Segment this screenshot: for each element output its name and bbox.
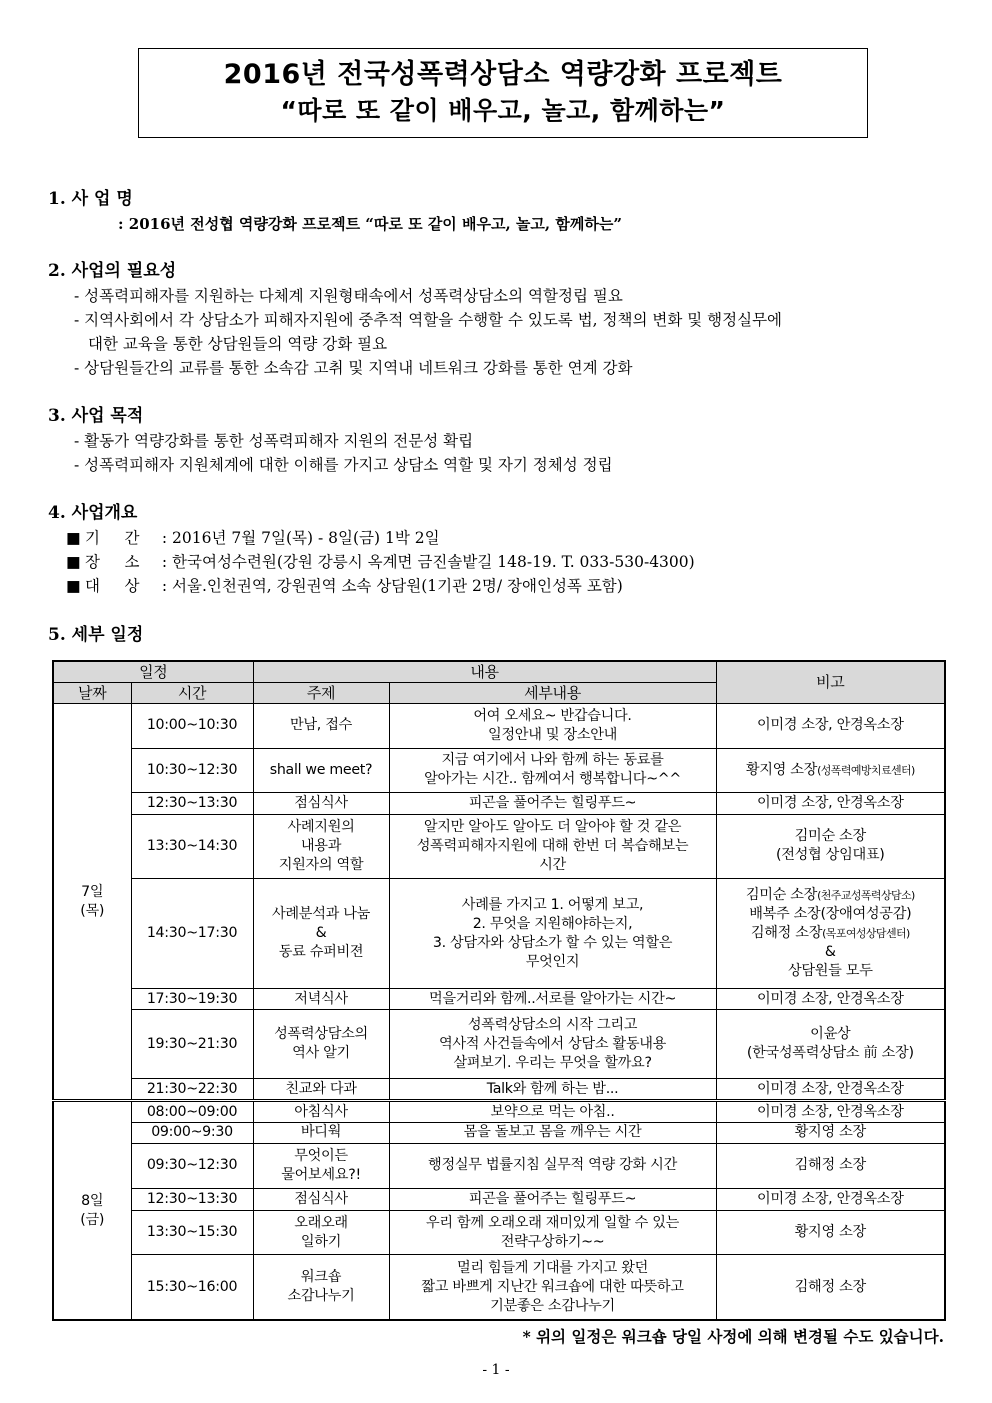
overview-place	[48, 550, 695, 574]
time-cell: 10:30~12:30	[131, 748, 253, 793]
note-cell	[716, 879, 945, 989]
note-cell	[716, 988, 945, 1009]
header-time: 시간	[131, 683, 253, 704]
note-line-main: 배복주 소장(장애여성공감)	[749, 906, 912, 923]
title-box	[138, 48, 868, 138]
note-text: 이윤상 (한국성폭력상담소 前 소장)	[746, 1026, 914, 1062]
header-content: 내용	[253, 661, 716, 683]
time-cell: 13:30~14:30	[131, 814, 253, 879]
note-line-org: (목포여성상담센터)	[822, 927, 910, 941]
note-line-main: 김해정 소장	[750, 925, 823, 942]
detail-cell: 지금 여기에서 나와 함께 하는 동료를 알아가는 시간.. 함께여서 행복합니다~^^	[389, 748, 716, 793]
detail-cell: 사례를 가지고 1. 어떻게 보고, 2. 무엇을 지원해야하는지, 3. 상담자와 상담소가 할 수 있는 역할은 무엇인지	[389, 879, 716, 989]
note-cell	[716, 1188, 945, 1210]
detail-cell: 보약으로 먹는 아침..	[389, 1101, 716, 1122]
overview-value: : 2016년 7월 7일(목) - 8일(금) 1박 2일	[161, 529, 440, 547]
detail-cell: 어여 오세요~ 반갑습니다. 일정안내 및 장소안내	[389, 704, 716, 749]
document-title: 2016년 전국성폭력상담소 역량강화 프로젝트	[223, 59, 783, 90]
detail-cell: 피곤을 풀어주는 힐링푸드~	[389, 1188, 716, 1210]
detail-cell: 몸을 돌보고 몸을 깨우는 시간	[389, 1122, 716, 1143]
overview-key: 장 소	[84, 553, 140, 571]
header-schedule: 일정	[53, 661, 253, 683]
note-line-org: (천주교성폭력상담소)	[817, 889, 915, 903]
section-overview	[48, 500, 695, 598]
table-row	[53, 704, 945, 749]
list-item: - 지역사회에서 각 상담소가 피해자지원에 중추적 역할을 수행할 수 있도록 법, 정책의 변화 및 행정실무에	[74, 311, 783, 329]
note-text: 이미경 소장, 안경옥소장	[756, 794, 904, 811]
detail-cell: 멀리 힘들게 기대를 가지고 왔던 짧고 바쁘게 지난간 워크숍에 대한 따뜻하고 기분좋은 소감나누기	[389, 1255, 716, 1320]
section-heading: 5. 세부 일정	[48, 625, 144, 645]
square-bullet-icon: ■	[66, 553, 81, 571]
section-heading: 1. 사 업 명	[48, 189, 133, 209]
overview-period	[48, 526, 695, 550]
header-topic: 주제	[253, 683, 389, 704]
overview-key: 기 간	[84, 529, 140, 547]
topic-cell: 사례지원의 내용과 지원자의 역할	[253, 814, 389, 879]
section-schedule	[48, 622, 143, 648]
note-cell	[716, 793, 945, 814]
detail-cell: 우리 함께 오래오래 재미있게 일할 수 있는 전략구상하기~~	[389, 1210, 716, 1255]
note-text: 김미순 소장 (전성협 상임대표)	[776, 828, 885, 864]
topic-cell: 점심식사	[253, 793, 389, 814]
topic-cell: 워크숍 소감나누기	[253, 1255, 389, 1320]
overview-key: 대 상	[84, 577, 140, 595]
section-necessity	[48, 258, 782, 380]
table-row	[53, 1255, 945, 1320]
note-text: 황지영 소장	[745, 761, 818, 778]
table-row	[53, 1188, 945, 1210]
project-name-text: : 2016년 전성협 역량강화 프로젝트 “따로 또 같이 배우고, 놀고, 함께하는”	[118, 215, 622, 233]
note-text: 이미경 소장, 안경옥소장	[756, 717, 904, 734]
table-row	[53, 793, 945, 814]
note-text: 황지영 소장	[794, 1124, 866, 1141]
section-heading: 3. 사업 목적	[48, 406, 144, 426]
overview-value: : 서울.인천권역, 강원권역 소속 상담원(1기관 2명/ 장애인성폭 포함)	[161, 577, 623, 595]
note-line-main: 상담원들 모두	[787, 963, 873, 980]
note-text: 이미경 소장, 안경옥소장	[756, 1103, 904, 1120]
note-line	[719, 962, 943, 981]
note-cell	[716, 704, 945, 749]
detail-cell: 피곤을 풀어주는 힐링푸드~	[389, 793, 716, 814]
time-cell: 09:30~12:30	[131, 1143, 253, 1188]
topic-cell: 저녁식사	[253, 988, 389, 1009]
list-item-continuation: 대한 교육을 통한 상담원들의 역량 강화 필요	[88, 335, 388, 353]
note-line	[719, 905, 943, 924]
time-cell: 08:00~09:00	[131, 1101, 253, 1122]
time-cell: 21:30~22:30	[131, 1079, 253, 1101]
schedule-body	[53, 704, 945, 1321]
note-text: 이미경 소장, 안경옥소장	[756, 990, 904, 1007]
schedule-table	[52, 660, 946, 1321]
list-item: - 성폭력피해자 지원체계에 대한 이해를 가지고 상담소 역할 및 자기 정체성 정립	[74, 456, 613, 474]
note-cell	[716, 1101, 945, 1122]
square-bullet-icon: ■	[66, 577, 81, 595]
detail-cell: 알지만 알아도 알아도 더 알아야 할 것 같은 성폭력피해자지원에 대해 한번 더 복습해보는 시간	[389, 814, 716, 879]
time-cell: 17:30~19:30	[131, 988, 253, 1009]
topic-cell: 무엇이든 물어보세요?!	[253, 1143, 389, 1188]
time-cell: 19:30~21:30	[131, 1010, 253, 1079]
note-line	[719, 924, 943, 943]
page-number: - 1 -	[482, 1362, 510, 1378]
section-heading: 2. 사업의 필요성	[48, 261, 177, 281]
topic-cell: 아침식사	[253, 1101, 389, 1122]
time-cell: 13:30~15:30	[131, 1210, 253, 1255]
table-row	[53, 879, 945, 989]
note-text: 김해정 소장	[794, 1278, 866, 1295]
time-cell: 14:30~17:30	[131, 879, 253, 989]
time-cell: 12:30~13:30	[131, 1188, 253, 1210]
overview-target	[48, 574, 695, 598]
table-row	[53, 1210, 945, 1255]
topic-cell: 만남, 접수	[253, 704, 389, 749]
topic-cell: 친교와 다과	[253, 1079, 389, 1101]
table-row	[53, 1101, 945, 1122]
time-cell: 10:00~10:30	[131, 704, 253, 749]
time-cell: 12:30~13:30	[131, 793, 253, 814]
list-item: - 활동가 역량강화를 통한 성폭력피해자 지원의 전문성 확립	[74, 432, 474, 450]
note-cell	[716, 1255, 945, 1320]
detail-cell: 성폭력상담소의 시작 그리고 역사적 사건들속에서 상담소 활동내용 살펴보기. 우리는 무엇을 할까요?	[389, 1010, 716, 1079]
table-row	[53, 814, 945, 879]
note-text: 이미경 소장, 안경옥소장	[756, 1190, 904, 1207]
document-subtitle: “따로 또 같이 배우고, 놀고, 함께하는”	[280, 96, 726, 125]
note-text: 황지영 소장	[794, 1224, 866, 1241]
time-cell: 15:30~16:00	[131, 1255, 253, 1320]
topic-cell: shall we meet?	[253, 748, 389, 793]
list-item: - 상담원들간의 교류를 통한 소속감 고취 및 지역내 네트워크 강화를 통한 연계 강화	[74, 359, 633, 377]
header-note: 비고	[716, 661, 945, 704]
topic-cell: 바디웍	[253, 1122, 389, 1143]
time-cell: 09:00~9:30	[131, 1122, 253, 1143]
section-project-name	[48, 186, 622, 236]
note-line-main: 김미순 소장	[745, 887, 818, 904]
note-line	[719, 943, 943, 962]
table-row	[53, 1010, 945, 1079]
note-text: 김해정 소장	[794, 1157, 866, 1174]
table-row	[53, 988, 945, 1009]
table-row	[53, 1122, 945, 1143]
detail-cell: 먹을거리와 함께..서로를 알아가는 시간~	[389, 988, 716, 1009]
note-cell	[716, 748, 945, 793]
note-cell	[716, 1210, 945, 1255]
detail-cell: 행정실무 법률지침 실무적 역량 강화 시간	[389, 1143, 716, 1188]
note-line	[719, 886, 943, 905]
date-cell: 8일 (금)	[53, 1101, 131, 1320]
note-cell	[716, 814, 945, 879]
section-heading: 4. 사업개요	[48, 503, 138, 523]
square-bullet-icon: ■	[66, 529, 81, 547]
note-org: (성폭력예방치료센터)	[817, 763, 915, 777]
note-text: 이미경 소장, 안경옥소장	[756, 1080, 904, 1097]
note-line-main: &	[824, 944, 836, 961]
table-row	[53, 1079, 945, 1101]
note-cell	[716, 1143, 945, 1188]
topic-cell: 사례분석과 나눔 & 동료 슈퍼비젼	[253, 879, 389, 989]
header-date: 날짜	[53, 683, 131, 704]
list-item: - 성폭력피해자를 지원하는 다체계 지원형태속에서 성폭력상담소의 역할정립 필요	[74, 287, 623, 305]
detail-cell: Talk와 함께 하는 밤...	[389, 1079, 716, 1101]
topic-cell: 점심식사	[253, 1188, 389, 1210]
table-row	[53, 748, 945, 793]
note-cell	[716, 1122, 945, 1143]
header-detail: 세부내용	[389, 683, 716, 704]
section-purpose	[48, 403, 613, 477]
overview-value: : 한국여성수련원(강원 강릉시 옥계면 금진솔밭길 148-19. T. 033-530-4300)	[161, 553, 695, 571]
note-cell	[716, 1010, 945, 1079]
topic-cell: 오래오래 일하기	[253, 1210, 389, 1255]
topic-cell: 성폭력상담소의 역사 알기	[253, 1010, 389, 1079]
table-row	[53, 1143, 945, 1188]
note-cell	[716, 1079, 945, 1101]
footnote: * 위의 일정은 워크숍 당일 사정에 의해 변경될 수도 있습니다.	[522, 1327, 944, 1346]
date-cell: 7일 (목)	[53, 704, 131, 1101]
